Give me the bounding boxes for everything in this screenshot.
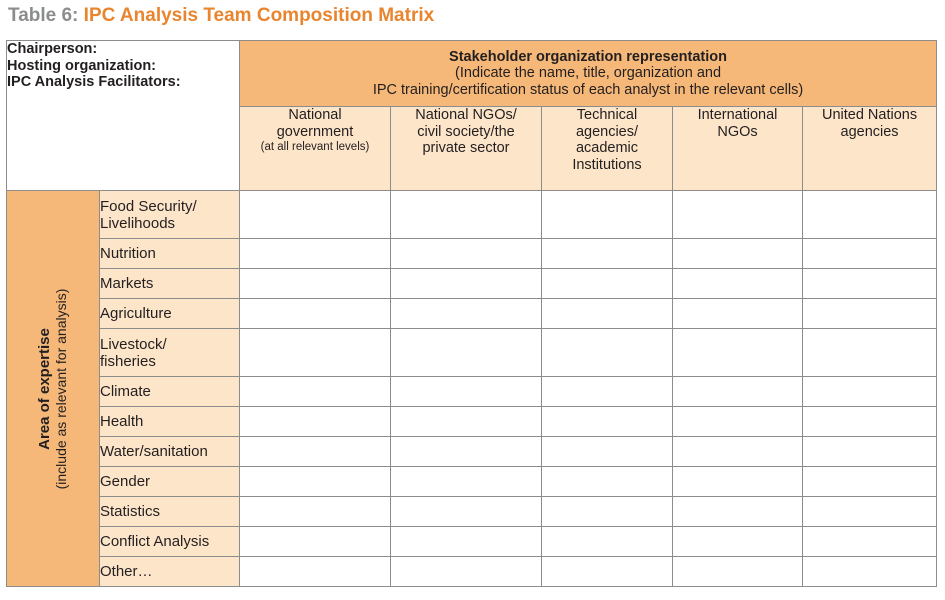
entry-cell[interactable] [240,239,391,269]
table-row [7,467,937,497]
table-title [8,5,434,27]
table-row [7,407,937,437]
entry-cell[interactable] [391,239,542,269]
row-label-line: Livestock/ [100,335,167,353]
entry-cell[interactable] [542,497,673,527]
row-label-line: Livelihoods [100,214,176,232]
entry-cell[interactable] [391,407,542,437]
area-of-expertise-subtitle: (include as relevant for analysis) [53,288,69,490]
column-header-line: civil society/the [417,123,515,140]
area-of-expertise-cell [7,191,100,587]
entry-cell[interactable] [803,557,937,587]
row-label-line: Health [100,413,144,430]
row-label [100,377,240,407]
row-label-line: Climate [100,383,151,400]
row-label [100,557,240,587]
entry-cell[interactable] [542,269,673,299]
column-header-line: National [288,107,342,123]
column-header-line: Technical [576,107,638,123]
column-header [240,107,391,191]
column-header [803,107,937,191]
entry-cell[interactable] [803,527,937,557]
row-label [100,191,240,239]
meta-info-cell [7,41,240,191]
row-label [100,329,240,377]
table-row [7,557,937,587]
table-row [7,269,937,299]
entry-cell[interactable] [673,299,803,329]
entry-cell[interactable] [803,299,937,329]
entry-cell[interactable] [673,191,803,239]
table-row [7,437,937,467]
entry-cell[interactable] [673,269,803,299]
entry-cell[interactable] [240,299,391,329]
entry-cell[interactable] [240,269,391,299]
table-row [7,191,937,239]
column-header-line: private sector [422,140,510,156]
entry-cell[interactable] [542,329,673,377]
entry-cell[interactable] [542,437,673,467]
column-header-line: academic [575,140,639,156]
entry-cell[interactable] [673,467,803,497]
entry-cell[interactable] [542,191,673,239]
row-label-line: Other… [100,563,153,580]
entry-cell[interactable] [391,437,542,467]
entry-cell[interactable] [391,269,542,299]
row-label-line: Markets [100,275,154,292]
table-row [7,239,937,269]
entry-cell[interactable] [803,437,937,467]
entry-cell[interactable] [391,191,542,239]
entry-cell[interactable] [542,527,673,557]
facilitators-label: IPC Analysis Facilitators: [7,74,181,90]
entry-cell[interactable] [391,329,542,377]
entry-cell[interactable] [673,527,803,557]
table-row [7,497,937,527]
entry-cell[interactable] [673,497,803,527]
entry-cell[interactable] [240,467,391,497]
entry-cell[interactable] [391,299,542,329]
entry-cell[interactable] [542,377,673,407]
table-row [7,377,937,407]
entry-cell[interactable] [542,467,673,497]
row-label [100,437,240,467]
row-label [100,467,240,497]
row-label [100,269,240,299]
entry-cell[interactable] [391,467,542,497]
area-of-expertise-title: Area of expertise [36,328,53,450]
entry-cell[interactable] [803,497,937,527]
row-label [100,299,240,329]
table-row [7,299,937,329]
entry-cell[interactable] [673,557,803,587]
row-label-line: Food Security/ [100,197,197,215]
row-label-line: Gender [100,473,151,490]
row-label [100,497,240,527]
area-of-expertise-label [36,229,70,549]
column-header-line: International [697,107,778,123]
row-label-line: fisheries [100,352,156,370]
row-label-line: Statistics [100,503,161,520]
entry-cell[interactable] [542,557,673,587]
entry-cell[interactable] [240,377,391,407]
entry-cell[interactable] [240,407,391,437]
row-label-line: Nutrition [100,245,156,262]
column-header-line: United Nations [821,107,918,123]
entry-cell[interactable] [803,467,937,497]
column-header-note: (at all relevant levels) [260,141,370,153]
table-title-text: IPC Analysis Team Composition Matrix [83,5,435,26]
entry-cell[interactable] [391,497,542,527]
column-header [391,107,542,191]
stakeholder-instruction-2: IPC training/certification status of each analyst in the relevant cells) [372,81,804,98]
entry-cell[interactable] [240,191,391,239]
table-row [7,527,937,557]
hosting-organization-label: Hosting organization: [7,57,157,74]
entry-cell[interactable] [673,407,803,437]
entry-cell[interactable] [673,377,803,407]
chairperson-label: Chairperson: [7,41,98,57]
entry-cell[interactable] [542,407,673,437]
composition-matrix [6,40,937,587]
entry-cell[interactable] [391,557,542,587]
entry-cell[interactable] [803,407,937,437]
row-label-line: Conflict Analysis [100,533,210,550]
entry-cell[interactable] [391,377,542,407]
entry-cell[interactable] [673,329,803,377]
stakeholder-instruction-1: (Indicate the name, title, organization and [455,65,722,82]
column-header-line: agencies/ [575,123,639,140]
table-row [7,329,937,377]
entry-cell[interactable] [240,497,391,527]
stakeholder-heading: Stakeholder organization representation [449,48,728,65]
entry-cell[interactable] [673,239,803,269]
entry-cell[interactable] [542,299,673,329]
entry-cell[interactable] [803,329,937,377]
entry-cell[interactable] [803,239,937,269]
entry-cell[interactable] [803,269,937,299]
column-header-line: NGOs [717,123,758,140]
table-number: Table 6: [8,5,79,26]
column-header-line: National NGOs/ [415,107,517,123]
row-label-line: Agriculture [100,305,172,322]
row-label [100,527,240,557]
row-label [100,407,240,437]
entry-cell[interactable] [803,191,937,239]
column-header-line: government [276,123,354,140]
entry-cell[interactable] [391,527,542,557]
column-header-line: Institutions [572,156,642,173]
entry-cell[interactable] [240,527,391,557]
entry-cell[interactable] [803,377,937,407]
column-header-line: agencies [840,123,899,140]
entry-cell[interactable] [673,437,803,467]
entry-cell[interactable] [542,239,673,269]
row-label-line: Water/sanitation [100,443,208,460]
entry-cell[interactable] [240,437,391,467]
row-label [100,239,240,269]
entry-cell[interactable] [240,557,391,587]
column-header [542,107,673,191]
column-header [673,107,803,191]
stakeholder-header [240,41,937,107]
entry-cell[interactable] [240,329,391,377]
